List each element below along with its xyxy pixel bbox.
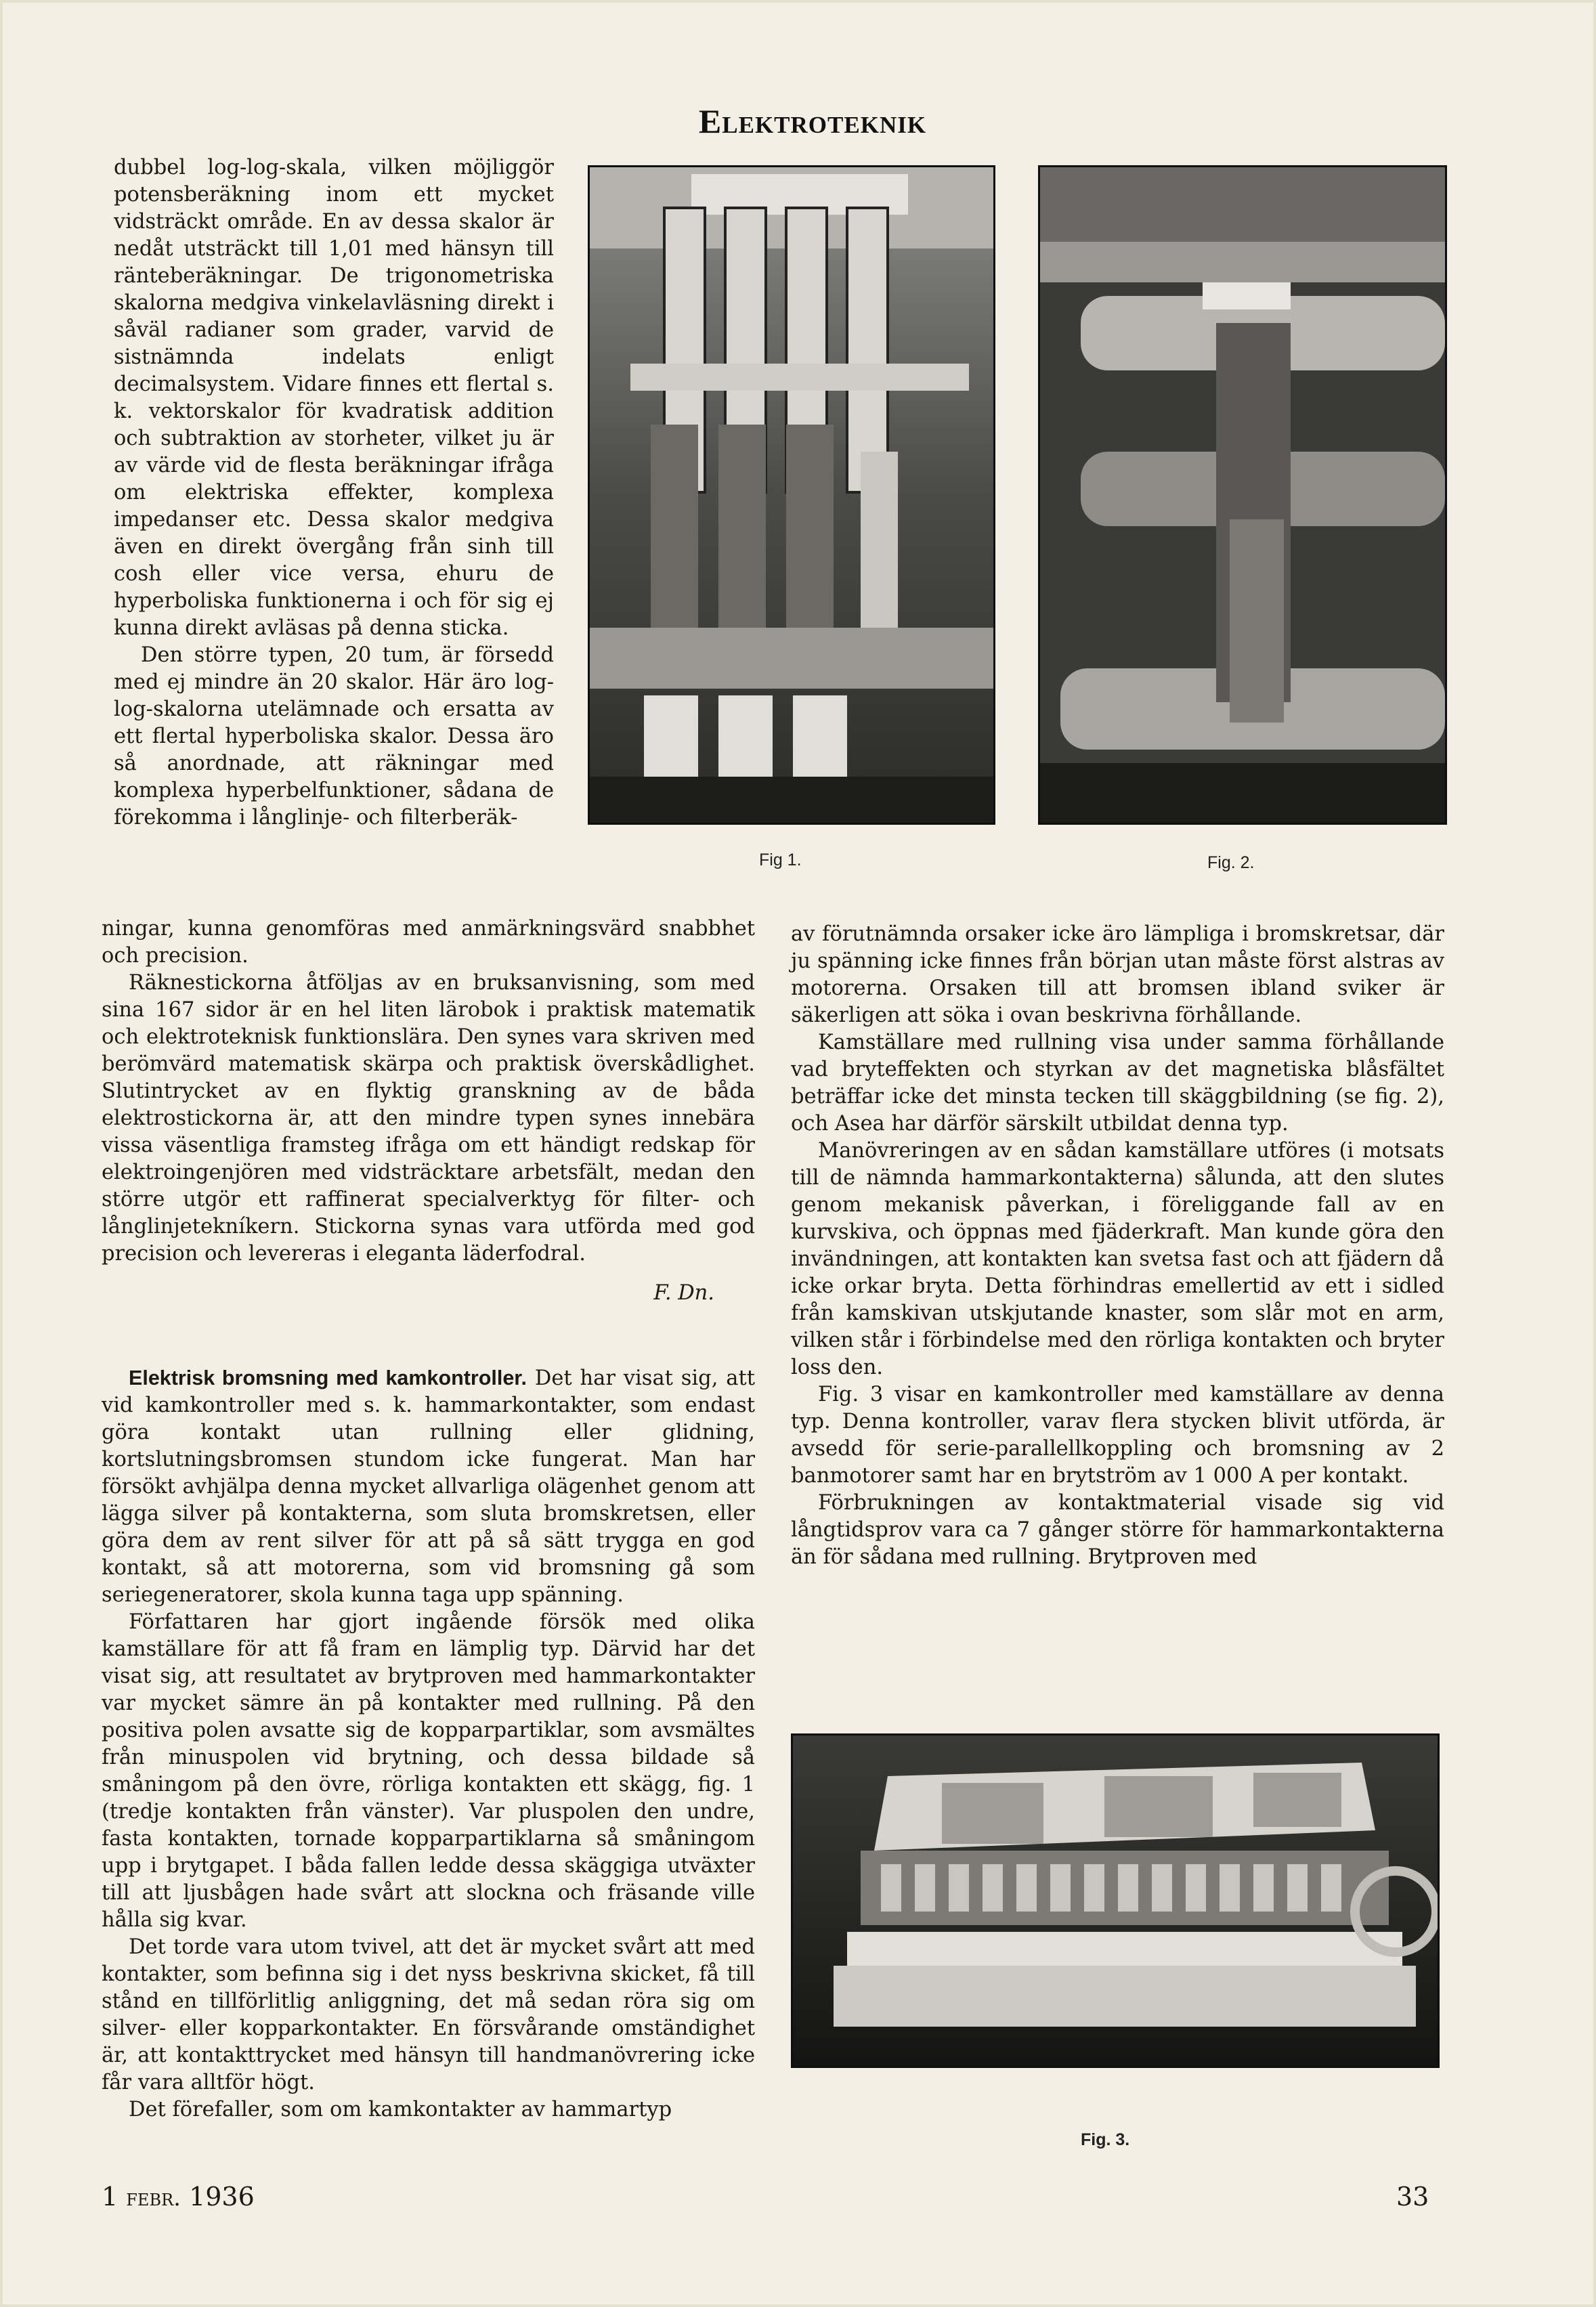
paragraph: Manövreringen av en sådan kamställare utföres (i motsats till de nämnda hammarkontakterna) sålunda, att den slutes genom mekanisk påverkan, i föreliggande fall av en kurvskiva, och öppnas med fjäderkraft. Man kunde göra den invändningen, att kontakten kan svetsa fast och att fjädern då icke orkar bryta. Detta förhindras emellertid av ett i sidled från kamskivan utskjutande knaster, som slår mot en arm, vilken står i förbindelse med den rörliga kontakten och bryter loss den.: [791, 1139, 1444, 1379]
figure-1-photo: [588, 165, 995, 825]
paragraph: Det torde vara utom tvivel, att det är mycket svårt att med kontakter, som befinna sig i det nyss beskrivna skicket, få till stånd en tillförlitlig anliggning, det må sedan röra sig om silver- eller kopparkontakter. En försvårande omständighet är, att kontakttrycket med hänsyn till handmanövrering icke får vara alltför högt.: [102, 1935, 755, 2094]
issue-date: [102, 2182, 255, 2212]
issue-month: febr.: [126, 2184, 181, 2212]
contacts-photo-image: [590, 167, 993, 823]
paragraph: Det förefaller, som om kamkontakter av hammartyp: [129, 2098, 672, 2121]
left-column-top: [114, 154, 554, 832]
paragraph: Förbrukningen av kontaktmaterial visade sig vid långtidsprov vara ca 7 gånger större för hammarkontakterna än för sådana med rullning. Brytproven med: [791, 1491, 1444, 1569]
paragraph: Författaren har gjort ingående försök med olika kamställare för att få fram en lämplig typ. Därvid har det visat sig, att resultatet av brytproven med hammarkontakter var mycket sämre än på kontakter med rullning. På den positiva polen avsatte sig de kopparpartiklar, som avsmältes från minuspolen vid brytning, och dessa bildade så småningom på den övre, rörliga kontakten ett skägg, fig. 1 (tredje kontakten från vänster). Var pluspolen den undre, fasta kontakten, tornade kopparpartiklarna så småningom upp i brytgapet. I båda fallen ledde dessa skäggiga utväxter till att ljusbågen hade svårt att slockna och fräsande ville hålla sig kvar.: [102, 1610, 755, 1932]
figure-1-caption: Fig 1.: [759, 850, 802, 869]
paragraph: Fig. 3 visar en kamkontroller med kamställare av denna typ. Denna kontroller, varav flera stycken blivit utförda, är avsedd för serie-parallellkoppling och bromsning av 2 banmotorer samt har en brytström av 1 000 A per kontakt.: [791, 1383, 1444, 1488]
author-signature: F. Dn.: [653, 1281, 714, 1305]
cam-controller-photo-image: [793, 1735, 1438, 2066]
paragraph: [102, 1364, 755, 1609]
paragraph: Räknestickorna åtföljas av en bruksanvisning, som med sina 167 sidor är en hel liten lärobok i praktisk matematik och elektroteknisk funktionslära. Den synes vara skriven med berömvärd matematisk skärpa och praktisk överskådlighet. Slutintrycket av en flyktig granskning av de båda elektrostickorna är, att den mindre typen synes innebära vissa väsentliga framsteg ifråga om ett händigt redskap för elektroingenjören med vidsträcktare arbetsfält, medan den större utgör ett raffinerat specialverktyg för filter- och långlinjetekníkern. Stickorna synas vara utförda med god precision och levereras i eleganta läderfodral.: [102, 971, 755, 1266]
paragraph: av förutnämnda orsaker icke äro lämpliga i bromskretsar, där ju spänning icke finnes från början utan måste först alstras av motorerna. Orsaken till att bromsen ibland sviker är säkerligen att söka i ovan beskrivna förhållande.: [791, 922, 1444, 1027]
section-header: Elektroteknik: [698, 102, 927, 140]
left-column-middle: [102, 915, 755, 1307]
page-number: 33: [1396, 2182, 1429, 2212]
figure-3-caption: Fig. 3.: [1081, 2130, 1130, 2149]
right-column: [791, 921, 1444, 1571]
paragraph: ningar, kunna genomföras med anmärkningsvärd snabbhet och precision.: [102, 917, 755, 968]
paragraph: dubbel log-log-skala, vilken möjliggör potensberäkning inom ett mycket vidsträckt område. En av dessa skalor är nedåt utsträckt till 1,01 med hänsyn till ränteberäkningar. De trigonometriska skalorna medgiva vinkelavläsning direkt i såväl radianer som grader, varvid de sistnämnda indelats enligt decimalsystem. Vidare finnes ett flertal s. k. vektorskalor för kvadratisk addition och subtraktion av storheter, vilket ju är av värde vid de flesta beräkningar ifråga om elektriska effekter, komplexa impedanser etc. Dessa skalor medgiva även en direkt övergång från sinh till cosh eller vice versa, ehuru de hyperboliska funktionerna i och för sig ej kunna direkt avläsas på denna sticka.: [114, 156, 554, 640]
issue-day: 1: [102, 2182, 118, 2212]
figure-2-photo: [1038, 165, 1447, 825]
article-brake: [102, 1364, 755, 2123]
figure-3-photo: [791, 1733, 1440, 2068]
article-first-paragraph: Det har visat sig, att vid kamkontroller med s. k. hammarkontakter, som endast göra kontakt utan rullning eller glidning, kortslutningsbromsen stundom icke fungerat. Man har försökt avhjälpa denna mycket allvarliga olägenhet genom att lägga silver på kontakterna, som sluta bromskretsen, eller göra dem av rent silver för att på så sätt trygga en god kontakt, så att motorerna, som vid bromsning gå som seriegeneratorer, skola kunna taga upp spänning.: [102, 1366, 755, 1607]
article-title: Elektrisk bromsning med kamkontroller.: [129, 1366, 527, 1389]
figure-2-caption: Fig. 2.: [1207, 853, 1255, 872]
rolling-contact-photo-image: [1040, 167, 1445, 823]
paragraph: Kamställare med rullning visa under samma förhållande vad bryteffekten och styrkan av det magnetiska blåsfältet beträffar icke det minsta tecken till skäggbildning (se fig. 2), och Asea har därför särskilt utbildat denna typ.: [791, 1031, 1444, 1136]
issue-year: 1936: [189, 2182, 255, 2212]
paragraph: Den större typen, 20 tum, är försedd med ej mindre än 20 skalor. Här äro log-log-skalorna utelämnade och ersatta av ett flertal hyperboliska skalor. Dessa äro så anordnade, att räkningar med komplexa hyperbelfunktioner, sådana de förekomma i långlinje- och filterberäk-: [114, 643, 554, 829]
